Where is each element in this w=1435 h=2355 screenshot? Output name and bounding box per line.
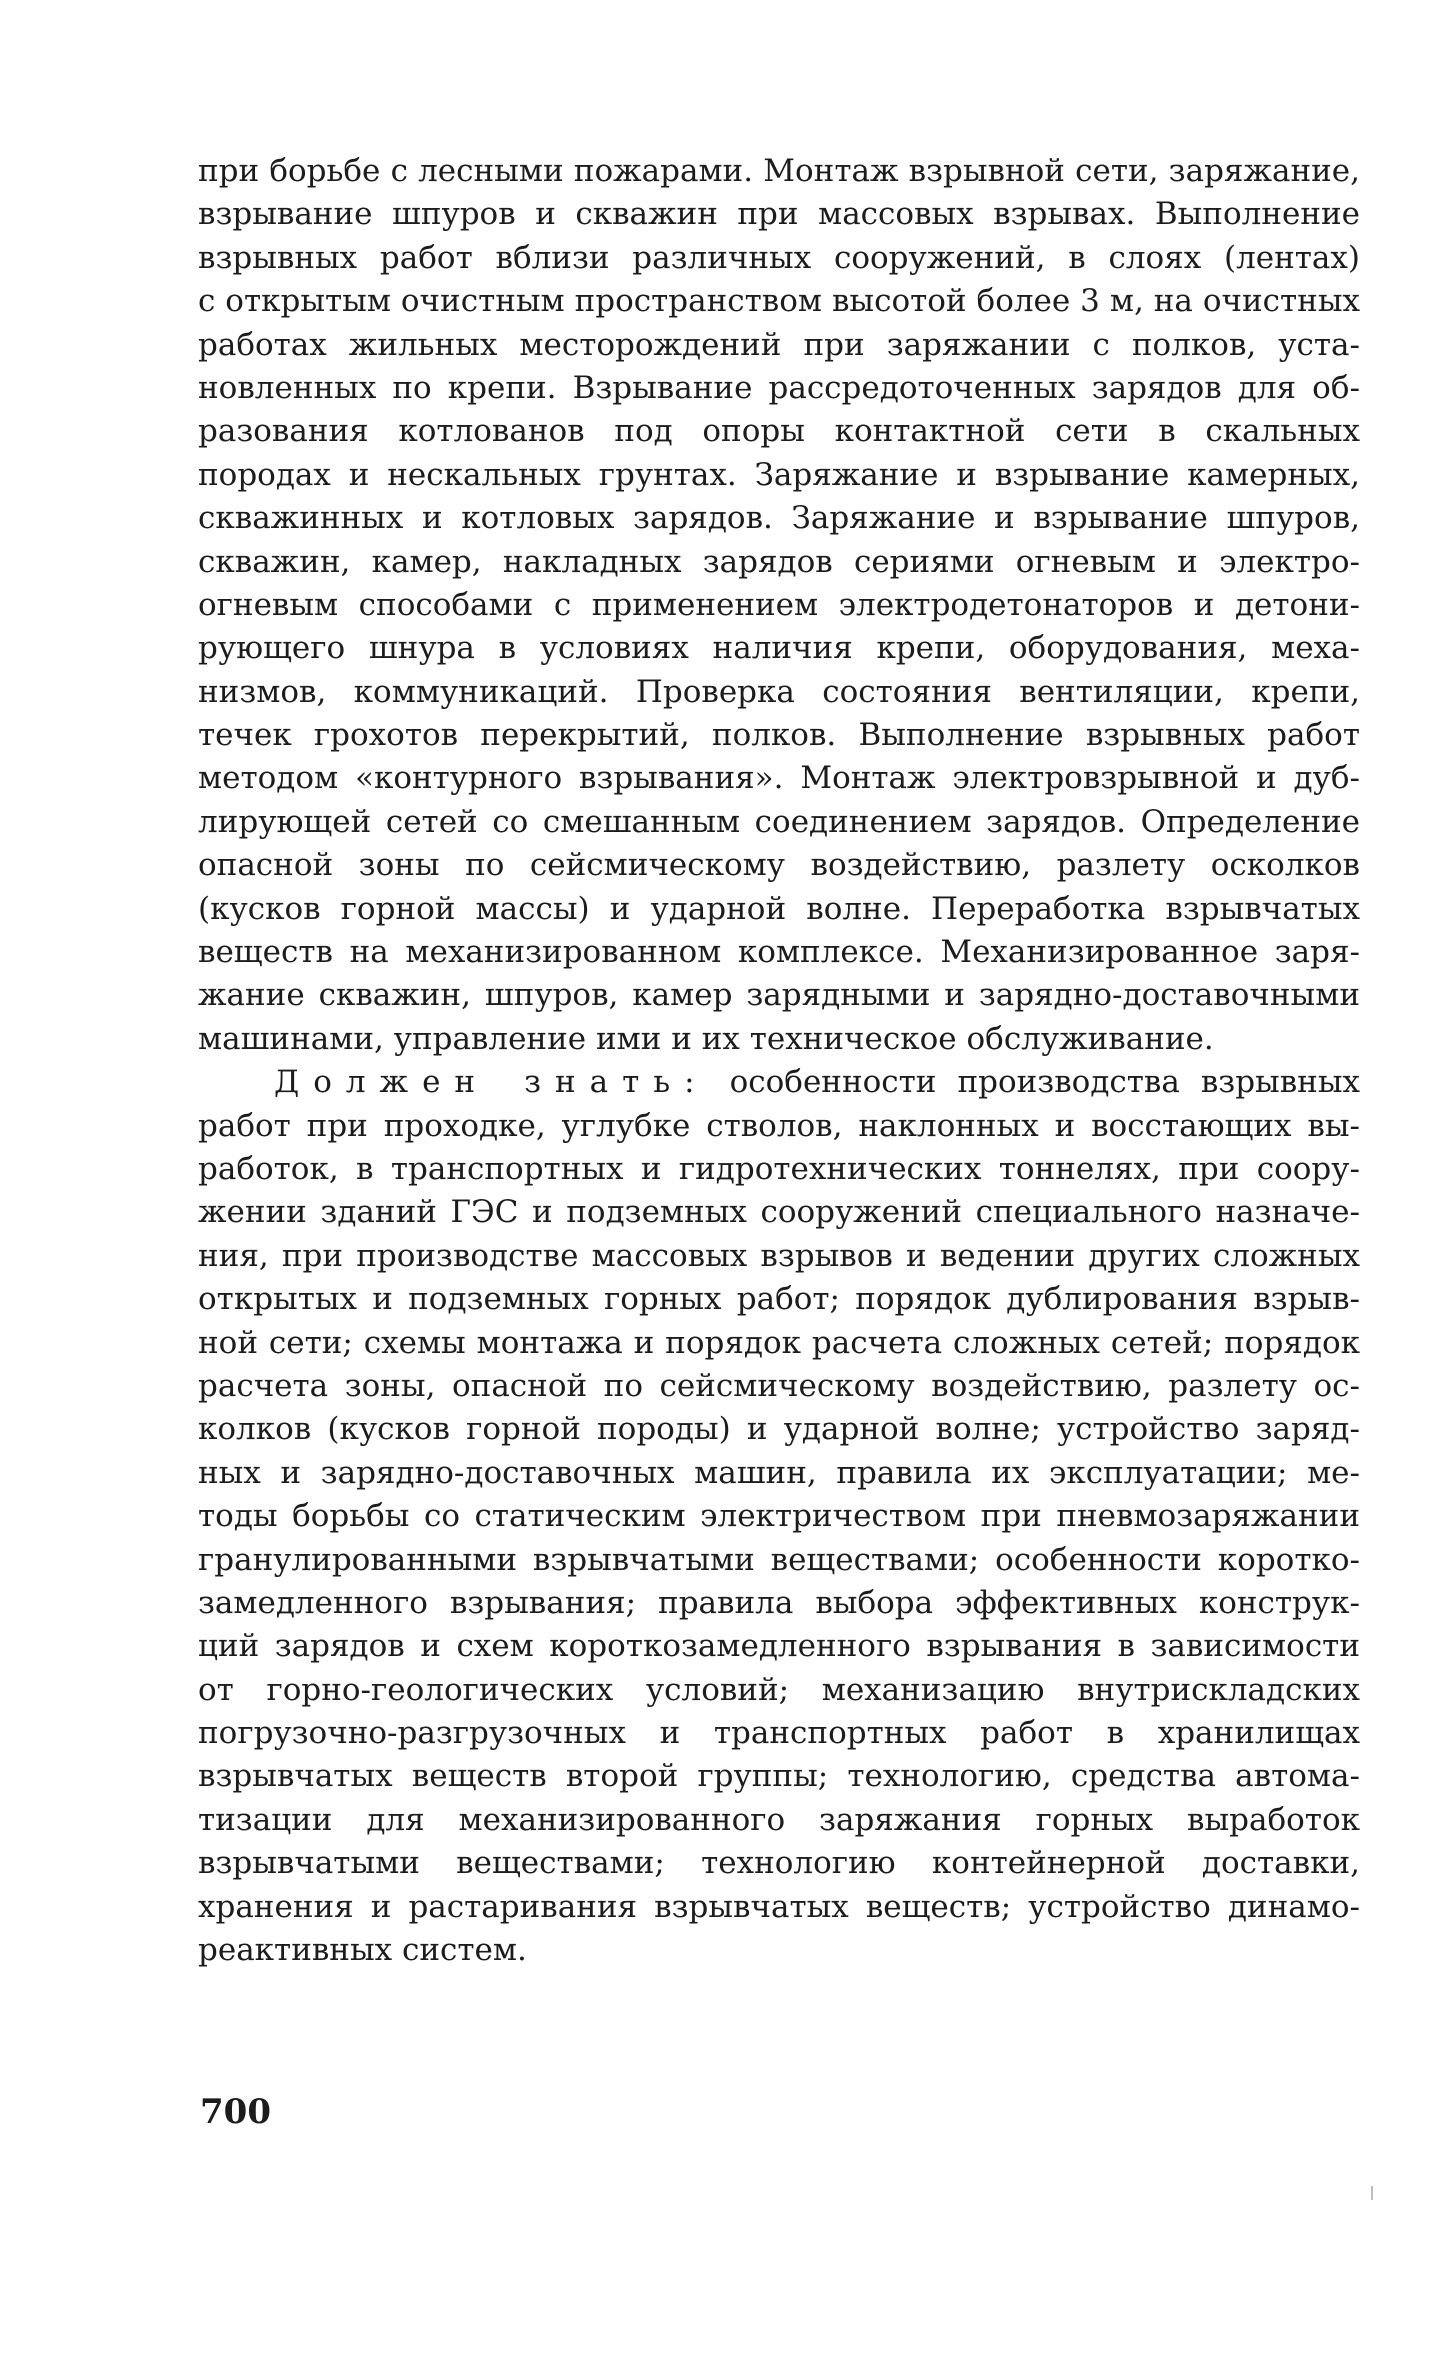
text-line: ных и зарядно-доставочных машин, правила их эксплуатации; ме- (198, 1454, 1360, 1491)
text-line: тоды борьбы со статическим электричеством при пневмозаряжании (198, 1498, 1360, 1535)
text-line: рующего шнура в условиях наличия крепи, оборудования, меха- (198, 630, 1360, 667)
paragraph-1 (198, 150, 1360, 1061)
text-line: жание скважин, шпуров, камер зарядными и зарядно-доставочными (198, 977, 1360, 1014)
text-line: взрывание шпуров и скважин при массовых взрывах. Выполнение (198, 196, 1360, 233)
paragraph-2-first-line (198, 1061, 1360, 1104)
text-line: породах и нескальных грунтах. Заряжание и взрывание камерных, (198, 456, 1360, 493)
text-line: опасной зоны по сейсмическому воздействию, разлету осколков (198, 847, 1360, 884)
text-line: веществ на механизированном комплексе. Механизированное заря- (198, 934, 1360, 971)
text-line: с открытым очистным пространством высотой более 3 м, на очистных (198, 283, 1360, 320)
paragraph-2 (198, 1061, 1360, 1972)
text-line: разования котлованов под опоры контактной сети в скальных (198, 413, 1360, 450)
text-line: гранулированными взрывчатыми веществами; особенности коротко- (198, 1541, 1360, 1578)
text-line: при борьбе с лесными пожарами. Монтаж взрывной сети, заряжание, (198, 153, 1360, 189)
page-body (198, 150, 1360, 1972)
text-line: открытых и подземных горных работ; порядок дублирования взрыв- (198, 1281, 1360, 1318)
text-line: течек грохотов перекрытий, полков. Выполнение взрывных работ (198, 717, 1360, 754)
text-line: от горно-геологических условий; механизацию внутрискладских (198, 1671, 1360, 1708)
text-line: хранения и растаривания взрывчатых веществ; устройство динамо- (198, 1888, 1360, 1925)
text-line: огневым способами с применением электродетонаторов и детони- (198, 586, 1360, 623)
text-line: расчета зоны, опасной по сейсмическому воздействию, разлету ос- (198, 1367, 1360, 1404)
text-line: реактивных систем. (198, 1932, 527, 1969)
text-line: работ при проходке, углубке стволов, наклонных и восстающих вы- (198, 1107, 1360, 1144)
text-line: низмов, коммуникаций. Проверка состояния вентиляции, крепи, (198, 673, 1360, 710)
text-line: ций зарядов и схем короткозамедленного взрывания в зависимости (198, 1628, 1360, 1665)
section-heading-must-know: Должен знать: (274, 1064, 709, 1101)
text-line: скважинных и котловых зарядов. Заряжание и взрывание шпуров, (198, 500, 1360, 537)
text-line: машинами, управление ими и их техническое обслуживание. (198, 1020, 1214, 1057)
paragraph-2-first-line-rest: особенности производства взрывных (729, 1064, 1360, 1101)
text-line: колков (кусков горной породы) и ударной волне; устройство заряд- (198, 1411, 1360, 1448)
text-line: взрывчатыми веществами; технологию контейнерной доставки, (198, 1845, 1360, 1882)
text-line: лирующей сетей со смешанным соединением зарядов. Определение (198, 803, 1360, 840)
text-line: взрывчатых веществ второй группы; технологию, средства автома- (198, 1758, 1360, 1795)
page-number: 700 (200, 2092, 271, 2132)
text-line: (кусков горной массы) и ударной волне. Переработка взрывчатых (198, 890, 1360, 927)
text-line: взрывных работ вблизи различных сооружений, в слоях (лентах) (198, 239, 1360, 276)
text-line: ния, при производстве массовых взрывов и ведении других сложных (198, 1237, 1360, 1274)
text-line: работах жильных месторождений при заряжании с полков, уста- (198, 326, 1360, 363)
text-line: ной сети; схемы монтажа и порядок расчета сложных сетей; порядок (198, 1324, 1360, 1361)
text-line: работок, в транспортных и гидротехнических тоннелях, при соору- (198, 1150, 1360, 1187)
text-line: замедленного взрывания; правила выбора эффективных конструк- (198, 1584, 1360, 1621)
text-line: скважин, камер, накладных зарядов сериями огневым и электро- (198, 543, 1360, 580)
text-line: новленных по крепи. Взрывание рассредоточенных зарядов для об- (198, 369, 1360, 406)
text-line: тизации для механизированного заряжания горных выработок (198, 1801, 1360, 1838)
text-line: погрузочно-разгрузочных и транспортных работ в хранилищах (198, 1715, 1360, 1752)
scan-speck (1371, 2186, 1373, 2200)
text-line: методом «контурного взрывания». Монтаж электровзрывной и дуб- (198, 760, 1360, 797)
text-line: жении зданий ГЭС и подземных сооружений специального назначе- (198, 1194, 1360, 1231)
